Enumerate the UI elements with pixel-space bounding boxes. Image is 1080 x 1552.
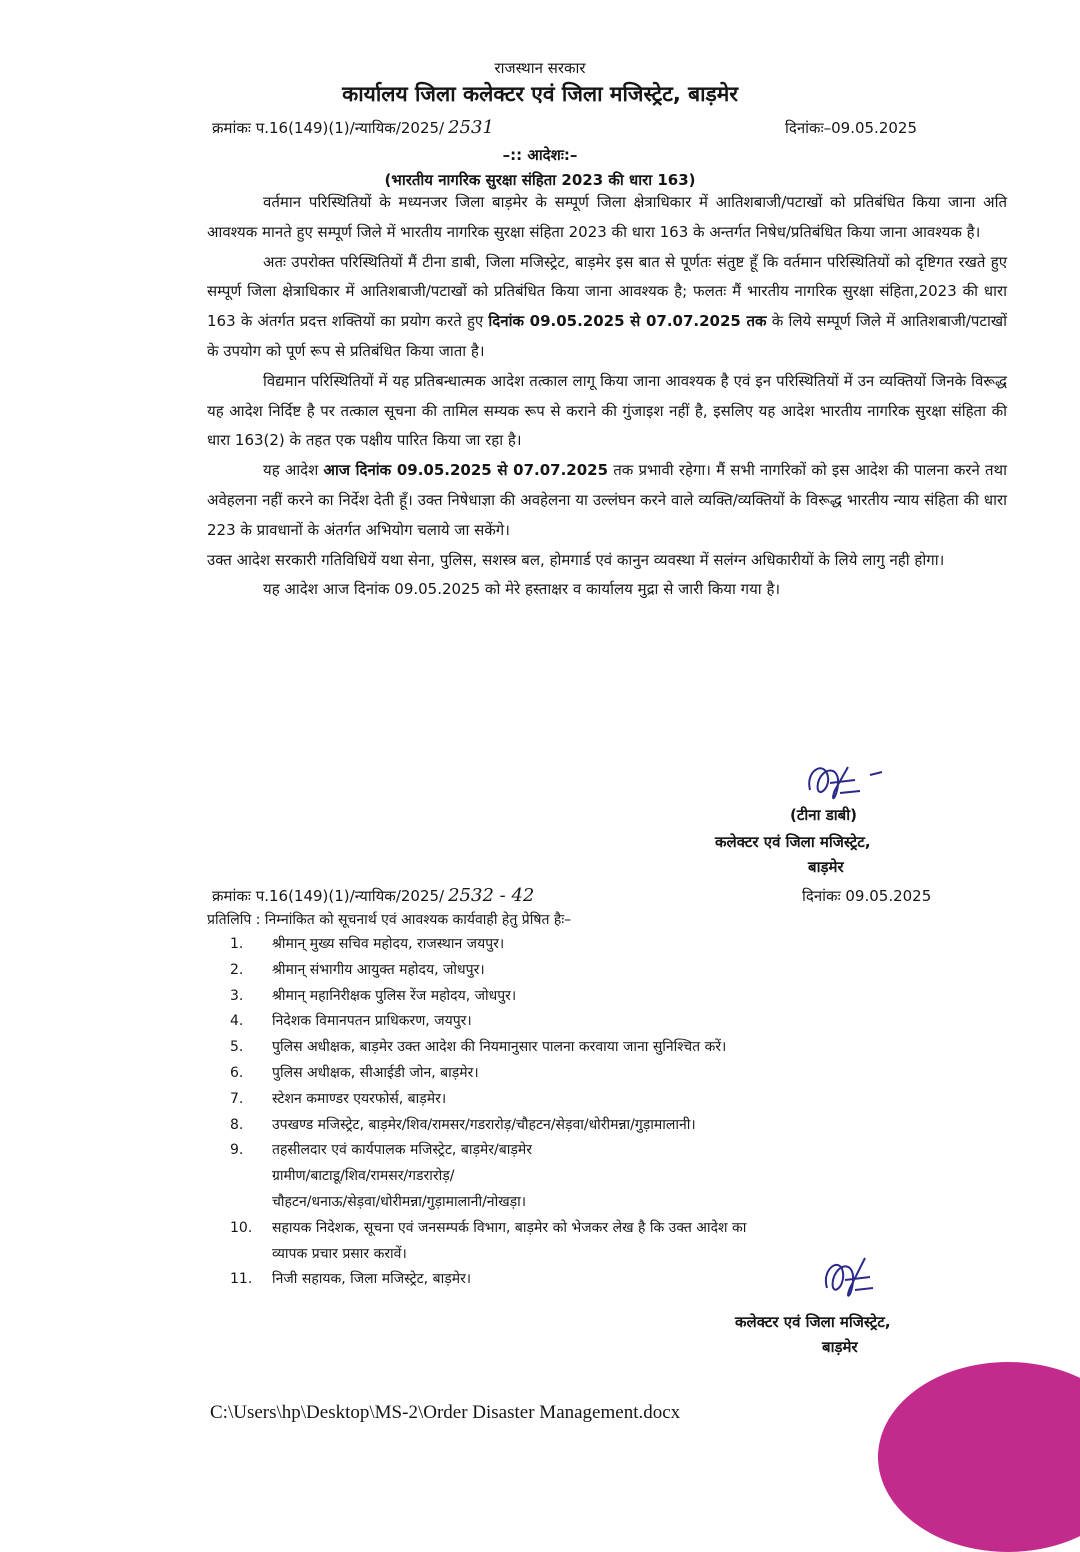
corner-overlay	[878, 1362, 1080, 1552]
second-signatory-location: बाड़मेर	[822, 1338, 858, 1356]
paragraph-2	[207, 248, 1007, 367]
copy-list	[230, 932, 1020, 1293]
list-item	[230, 1035, 1020, 1061]
list-text: श्रीमान् महानिरीक्षक पुलिस रेंज महोदय, जोधपुर।	[272, 987, 517, 1004]
copy-reference-prefix: क्रमांकः प.16(149)(1)/न्यायिक/2025/	[212, 887, 445, 905]
paragraph-2-text-a: अतः उपरोक्त परिस्थितियों मैं टीना डाबी, जिला मजिस्ट्रेट, बाड़मेर इस बात से पूर्णतः संतुष्ट हूँ कि वर्तमान परिस्थितियों को दृष्टिगत रखते हुए सम्पूर्ण जिला क्षेत्राधिकार में आतिशबाजी/पटाखों को प्रतिबंधित किया जाना आवश्यक है; फलतः मैं भारतीय नागरिक सुरक्षा संहिता,2023 की धारा 163 के अंतर्गत प्रदत्त शक्तियों का प्रयोग करते हुए	[207, 252, 1007, 331]
signature-mark	[800, 755, 890, 810]
paragraph-5: उक्त आदेश सरकारी गतिविधियें यथा सेना, पुलिस, सशस्त्र बल, होमगार्ड एवं कानुन व्यवस्था में सलंग्न अधिकारीयों के लिये लागु नही होगा।	[207, 550, 945, 569]
second-signatory-title: कलेक्टर एवं जिला मजिस्ट्रेट,	[735, 1313, 891, 1331]
list-number: 5.	[230, 1039, 244, 1056]
list-number: 9.	[230, 1142, 244, 1159]
file-path: C:\Users\hp\Desktop\MS-2\Order Disaster Management.docx	[210, 1402, 681, 1423]
government-name: राजस्थान सरकार	[494, 59, 586, 77]
paragraph-6: यह आदेश आज दिनांक 09.05.2025 को मेरे हस्ताक्षर व कार्यालय मुद्रा से जारी किया गया है।	[263, 580, 781, 599]
list-text-line2: व्यापक प्रचार प्रसार करावें।	[272, 1245, 407, 1262]
paragraph-3: विद्यमान परिस्थितियों में यह प्रतिबन्धात्मक आदेश तत्काल लागू किया जाना आवश्यक है एवं इन परिस्थितियों में उन व्यक्तियों जिनके विरूद्ध यह आदेश निर्दिष्ट है पर तत्काल सूचना की तामिल सम्यक रूप से कराने की गुंजाइश नहीं है, इसलिए यह आदेश भारतीय नागरिक सुरक्षा संहिता की धारा 163(2) के तहत एक पक्षीय पारित किया जा रहा है।	[207, 371, 1007, 450]
list-number: 6.	[230, 1064, 244, 1081]
list-text: स्टेशन कमाण्डर एयरफोर्स, बाड़मेर।	[272, 1090, 447, 1107]
second-signature-mark	[815, 1248, 895, 1308]
copy-heading: प्रतिलिपि : निम्नांकित को सूचनार्थ एवं आवश्यक कार्यवाही हेतु प्रेषित हैः–	[207, 912, 572, 928]
list-item	[230, 1138, 1020, 1215]
list-item	[230, 1216, 1020, 1268]
list-item	[230, 1009, 1020, 1035]
list-item	[230, 958, 1020, 984]
list-item	[230, 1267, 1020, 1293]
paragraph-4-text-a: यह आदेश	[263, 461, 324, 480]
list-number: 3.	[230, 987, 244, 1004]
signatory-name: (टीना डाबी)	[790, 806, 857, 824]
list-number: 8.	[230, 1116, 244, 1133]
handwritten-number: 2531	[448, 117, 494, 138]
copy-handwritten-number: 2532 - 42	[448, 885, 535, 906]
list-text-line1: सहायक निदेशक, सूचना एवं जनसम्पर्क विभाग, बाड़मेर को भेजकर लेख है कि उक्त आदेश का	[272, 1219, 747, 1236]
reference-prefix: क्रमांकः प.16(149)(1)/न्यायिक/2025/	[212, 119, 445, 137]
list-number: 1.	[230, 936, 244, 952]
signatory-location: बाड़मेर	[808, 858, 844, 876]
paragraph-4-bold: आज दिनांक 09.05.2025 से 07.07.2025	[323, 461, 609, 480]
list-text: पुलिस अधीक्षक, सीआईडी जोन, बाड़मेर।	[272, 1064, 479, 1081]
list-text: श्रीमान् संभागीय आयुक्त महोदय, जोधपुर।	[272, 961, 485, 978]
order-body	[207, 188, 1007, 605]
list-text: पुलिस अधीक्षक, बाड़मेर उक्त आदेश की नियमानुसार पालना करवाया जाना सुनिश्चित करें।	[272, 1039, 727, 1056]
list-number: 4.	[230, 1013, 244, 1030]
list-text: निदेशक विमानपतन प्राधिकरण, जयपुर।	[272, 1013, 472, 1030]
list-text: निजी सहायक, जिला मजिस्ट्रेट, बाड़मेर।	[272, 1271, 472, 1288]
paragraph-1: वर्तमान परिस्थितियों के मध्यनजर जिला बाड़मेर के सम्पूर्ण जिला क्षेत्राधिकार में आतिशबाजी/पटाखों को प्रतिबंधित किया जाना अति आवश्यक मानते हुए सम्पूर्ण जिले में भारतीय नागरिक सुरक्षा संहिता 2023 की धारा 163 के अन्तर्गत निषेध/प्रतिबंधित किया जाना आवश्यक है।	[207, 193, 1007, 241]
paragraph-4-text-b: तक प्रभावी रहेगा। मैं सभी नागरिकों को इस आदेश की पालना करने तथा अवेहलना नहीं करने का निर्देश देती हूँ। उक्त निषेधाज्ञा की अवहेलना या उल्लंघन करने वाले व्यक्ति/व्यक्तियों के विरूद्ध भारतीय न्याय संहिता की धारा 223 के प्रावधानों के अंतर्गत अभियोग चलाये जा सकेंगे।	[207, 461, 1008, 539]
list-number: 10.	[230, 1219, 253, 1236]
list-text-line1: तहसीलदार एवं कार्यपालक मजिस्ट्रेट, बाड़मेर/बाड़मेर	[272, 1142, 532, 1159]
list-item	[230, 984, 1020, 1010]
section-reference: (भारतीय नागरिक सुरक्षा संहिता 2023 की धारा 163)	[384, 171, 696, 189]
list-number: 11.	[230, 1271, 253, 1288]
paragraph-4	[207, 456, 1007, 545]
list-number: 7.	[230, 1090, 244, 1107]
list-text-line2: ग्रामीण/बाटाडू/शिव/रामसर/गडरारोड़/	[272, 1168, 455, 1185]
signatory-title: कलेक्टर एवं जिला मजिस्ट्रेट,	[715, 833, 871, 851]
list-item	[230, 1061, 1020, 1087]
list-text: उपखण्ड मजिस्ट्रेट, बाड़मेर/शिव/रामसर/गडरारोड़/चौहटन/सेड़वा/धोरीमन्ना/गुड़ामालानी।	[272, 1116, 696, 1133]
list-item	[230, 1113, 1020, 1139]
paragraph-2-text-b: के लिये सम्पूर्ण जिले में आतिशबाजी/पटाखों के उपयोग को पूर्ण रूप से प्रतिबंधित किया जाता है।	[207, 312, 1007, 360]
office-title: कार्यालय जिला कलेक्टर एवं जिला मजिस्ट्रेट, बाड़मेर	[342, 82, 738, 106]
list-item	[230, 932, 1020, 958]
list-text: श्रीमान् मुख्य सचिव महोदय, राजस्थान जयपुर।	[272, 936, 505, 952]
copy-date: दिनांकः 09.05.2025	[802, 887, 932, 905]
order-date: दिनांकः–09.05.2025	[785, 119, 917, 137]
reference-number	[212, 117, 494, 138]
list-text	[272, 1138, 1020, 1215]
list-text-line3: चौहटन/धनाऊ/सेड़वा/धोरीमन्ना/गुड़ामालानी/नोखड़ा।	[272, 1193, 527, 1210]
list-number: 2.	[230, 961, 244, 978]
order-heading: –:: आदेशः:–	[502, 146, 578, 164]
paragraph-2-bold: दिनांक 09.05.2025 से 07.07.2025 तक	[488, 312, 767, 331]
list-text	[272, 1216, 1020, 1268]
copy-reference-number	[212, 885, 534, 906]
list-item	[230, 1087, 1020, 1113]
